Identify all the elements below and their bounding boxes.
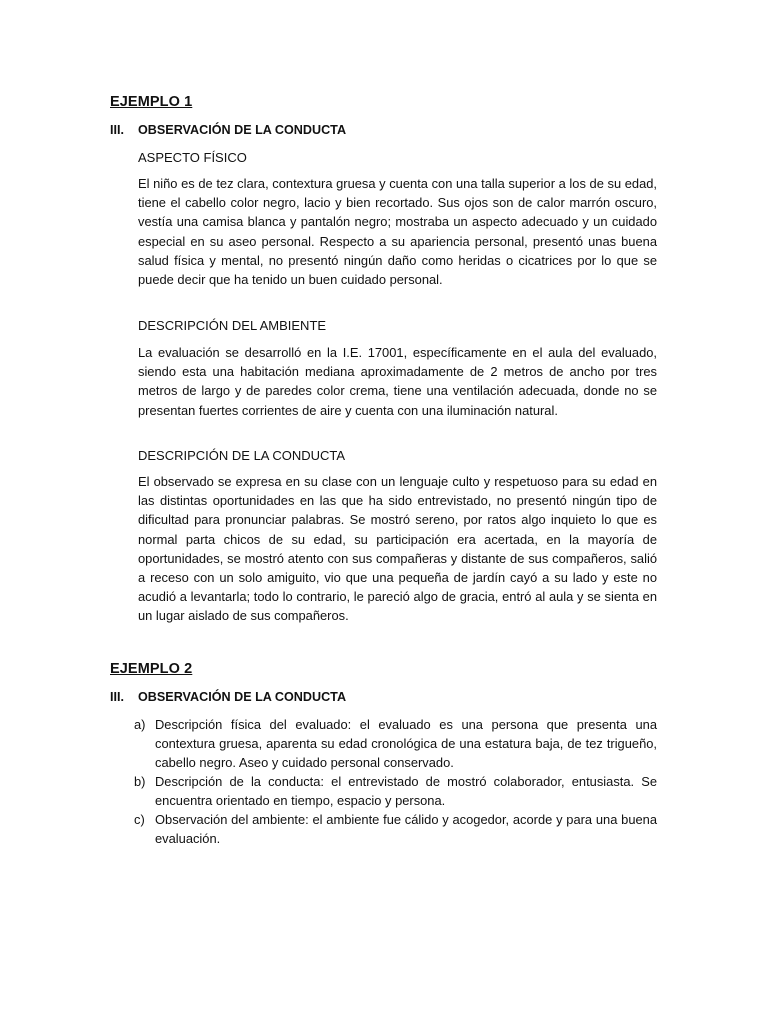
section-title-text: OBSERVACIÓN DE LA CONDUCTA bbox=[138, 690, 347, 704]
example-1-section-title bbox=[110, 123, 346, 137]
physical-aspect-title: ASPECTO FÍSICO bbox=[138, 150, 247, 165]
example-1-heading: EJEMPLO 1 bbox=[110, 94, 193, 110]
list-marker: b) bbox=[134, 774, 146, 789]
list-item bbox=[134, 810, 657, 848]
example-2-heading: EJEMPLO 2 bbox=[110, 661, 193, 677]
list-item bbox=[134, 772, 657, 810]
example-2-section-title bbox=[110, 690, 346, 704]
list-item-text: Descripción física del evaluado: el evaluado es una persona que presenta una contextura gruesa, aparenta su edad cronológica de una estatura baja, de tez trigueño, cabello negro. Aseo y cuidado personal conservado. bbox=[155, 717, 657, 770]
section-number: III. bbox=[110, 123, 124, 137]
list-marker: a) bbox=[134, 717, 146, 732]
list-item-text: Descripción de la conducta: el entrevistado de mostró colaborador, entusiasta. Se encuentra orientado en tiempo, espacio y persona. bbox=[155, 774, 657, 808]
list-marker: c) bbox=[134, 812, 145, 827]
behavior-paragraph: El observado se expresa en su clase con un lenguaje culto y respetuoso para su edad en las distintas oportunidades en las que ha sido entrevistado, no presentó ningún tipo de dificultad para pronunciar palabras. Se mostró sereno, por ratos algo inquieto lo que es normal parta chicos de su edad, su participación era acertada, en la mayoría de oportunidades, se mostró atento con sus compañeras y distante de sus compañeros, salió a receso con un solo amiguito, vio que una pequeña de jardín cayó a su lado y este no acudió a levantarla; todo lo contrario, le pareció algo de gracia, entró al aula y se sienta en un lugar aislado de sus compañeros. bbox=[138, 474, 657, 624]
physical-aspect-paragraph: El niño es de tez clara, contextura gruesa y cuenta con una talla superior a los de su edad, tiene el cabello color negro, lacio y bien recortado. Sus ojos son de calor marrón oscuro, vestía una camisa blanca y pantalón negro; mostraba un aspecto adecuado y un cuidado especial en su aseo personal. Respecto a su apariencia personal, presentó unas buena salud física y mental, no presentó ningún daño como heridas o cicatrices por lo que se puede decir que ha tenido un buen cuidado personal. bbox=[138, 176, 657, 288]
environment-paragraph: La evaluación se desarrolló en la I.E. 17001, específicamente en el aula del evaluado, siendo esta una habitación mediana aproximadamente de 2 metros de ancho por tres metros de largo y de paredes color crema, tiene una ventilación adecuada, donde no se presentan fuertes corrientes de aire y cuenta con una iluminación natural. bbox=[138, 345, 657, 418]
environment-title: DESCRIPCIÓN DEL AMBIENTE bbox=[138, 318, 327, 333]
list-item bbox=[134, 715, 657, 772]
list-item-text: Observación del ambiente: el ambiente fue cálido y acogedor, acorde y para una buena evaluación. bbox=[155, 812, 657, 846]
section-title-text: OBSERVACIÓN DE LA CONDUCTA bbox=[138, 123, 347, 137]
example-2-list bbox=[134, 715, 657, 848]
section-number: III. bbox=[110, 690, 124, 704]
behavior-title: DESCRIPCIÓN DE LA CONDUCTA bbox=[138, 448, 346, 463]
